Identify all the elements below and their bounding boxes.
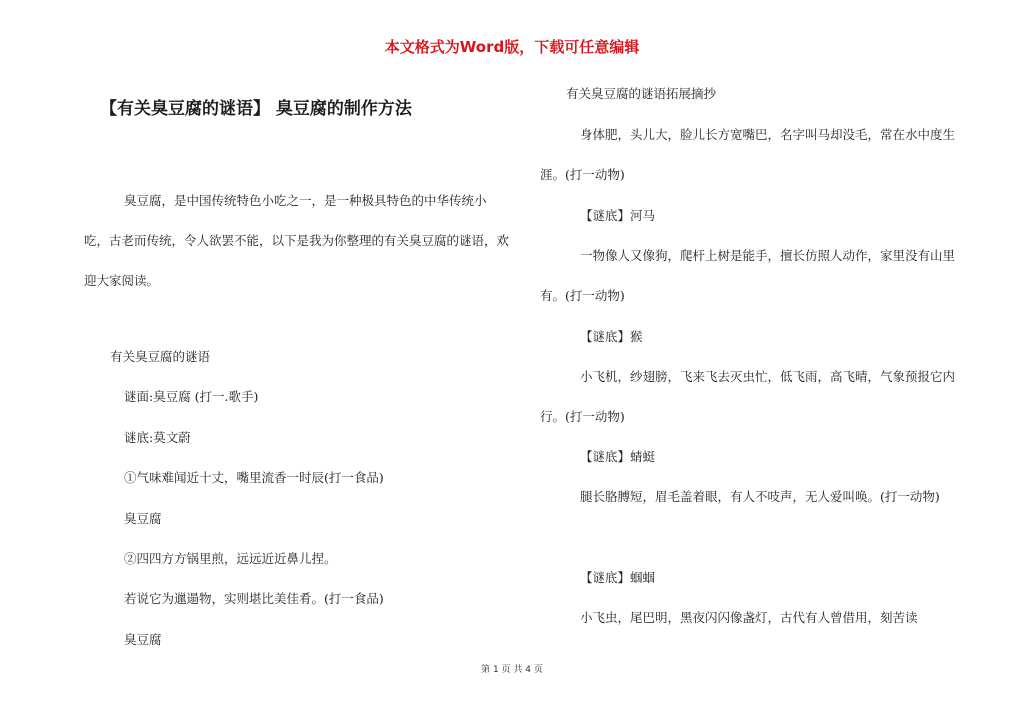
riddle-answer: 【谜底】猴 bbox=[580, 329, 643, 344]
riddle-answer: 【谜底】蝈蝈 bbox=[580, 570, 656, 585]
page-title: 【有关臭豆腐的谜语】 臭豆腐的制作方法 bbox=[100, 99, 412, 119]
riddle-paragraph: 身体肥，头儿大，脸儿长方宽嘴巴，名字叫马却没毛，常在水中度生涯。(打一动物) bbox=[540, 127, 956, 182]
riddle-paragraph: 腿长胳膊短，眉毛盖着眼，有人不吱声，无人爱叫唤。(打一动物) bbox=[580, 489, 940, 504]
intro-paragraph: 臭豆腐，是中国传统特色小吃之一，是一种极具特色的中华传统小吃，古老而传统，令人欲罢不能，以下是我为你整理的有关臭豆腐的谜语，欢迎大家阅读。 bbox=[84, 193, 510, 288]
riddle-paragraph: 小飞虫，尾巴明，黑夜闪闪像盏灯，古代有人曾借用，刻苦读 bbox=[580, 610, 918, 625]
riddle-line: 臭豆腐 bbox=[124, 511, 162, 526]
extension-heading: 有关臭豆腐的谜语拓展摘抄 bbox=[566, 86, 717, 101]
riddle-line: ①气味难闻近十丈，嘴里流香一时辰(打一食品) bbox=[124, 470, 384, 485]
section-heading: 有关臭豆腐的谜语 bbox=[110, 349, 211, 364]
riddle-paragraph: 小飞机，纱翅膀，飞来飞去灭虫忙，低飞雨，高飞晴，气象预报它内行。(打一动物) bbox=[540, 369, 956, 424]
page-number: 第 1 页 共 4 页 bbox=[481, 665, 543, 675]
riddle-answer: 【谜底】蜻蜓 bbox=[580, 449, 656, 464]
riddle-line: 谜面:臭豆腐 (打一.歌手) bbox=[124, 389, 259, 404]
riddle-line: ②四四方方锅里煎，远远近近鼻儿捏。 bbox=[124, 551, 337, 566]
editable-word-banner: 本文格式为Word版，下载可任意编辑 bbox=[384, 38, 640, 56]
riddle-line: 谜底:莫文蔚 bbox=[124, 430, 191, 445]
riddle-line: 若说它为邋遢物，实则堪比美佳肴。(打一食品) bbox=[124, 591, 384, 606]
riddle-paragraph: 一物像人又像狗，爬杆上树是能手，擅长仿照人动作，家里没有山里有。(打一动物) bbox=[540, 248, 956, 303]
riddle-answer: 【谜底】河马 bbox=[580, 208, 656, 223]
riddle-line: 臭豆腐 bbox=[124, 632, 162, 647]
